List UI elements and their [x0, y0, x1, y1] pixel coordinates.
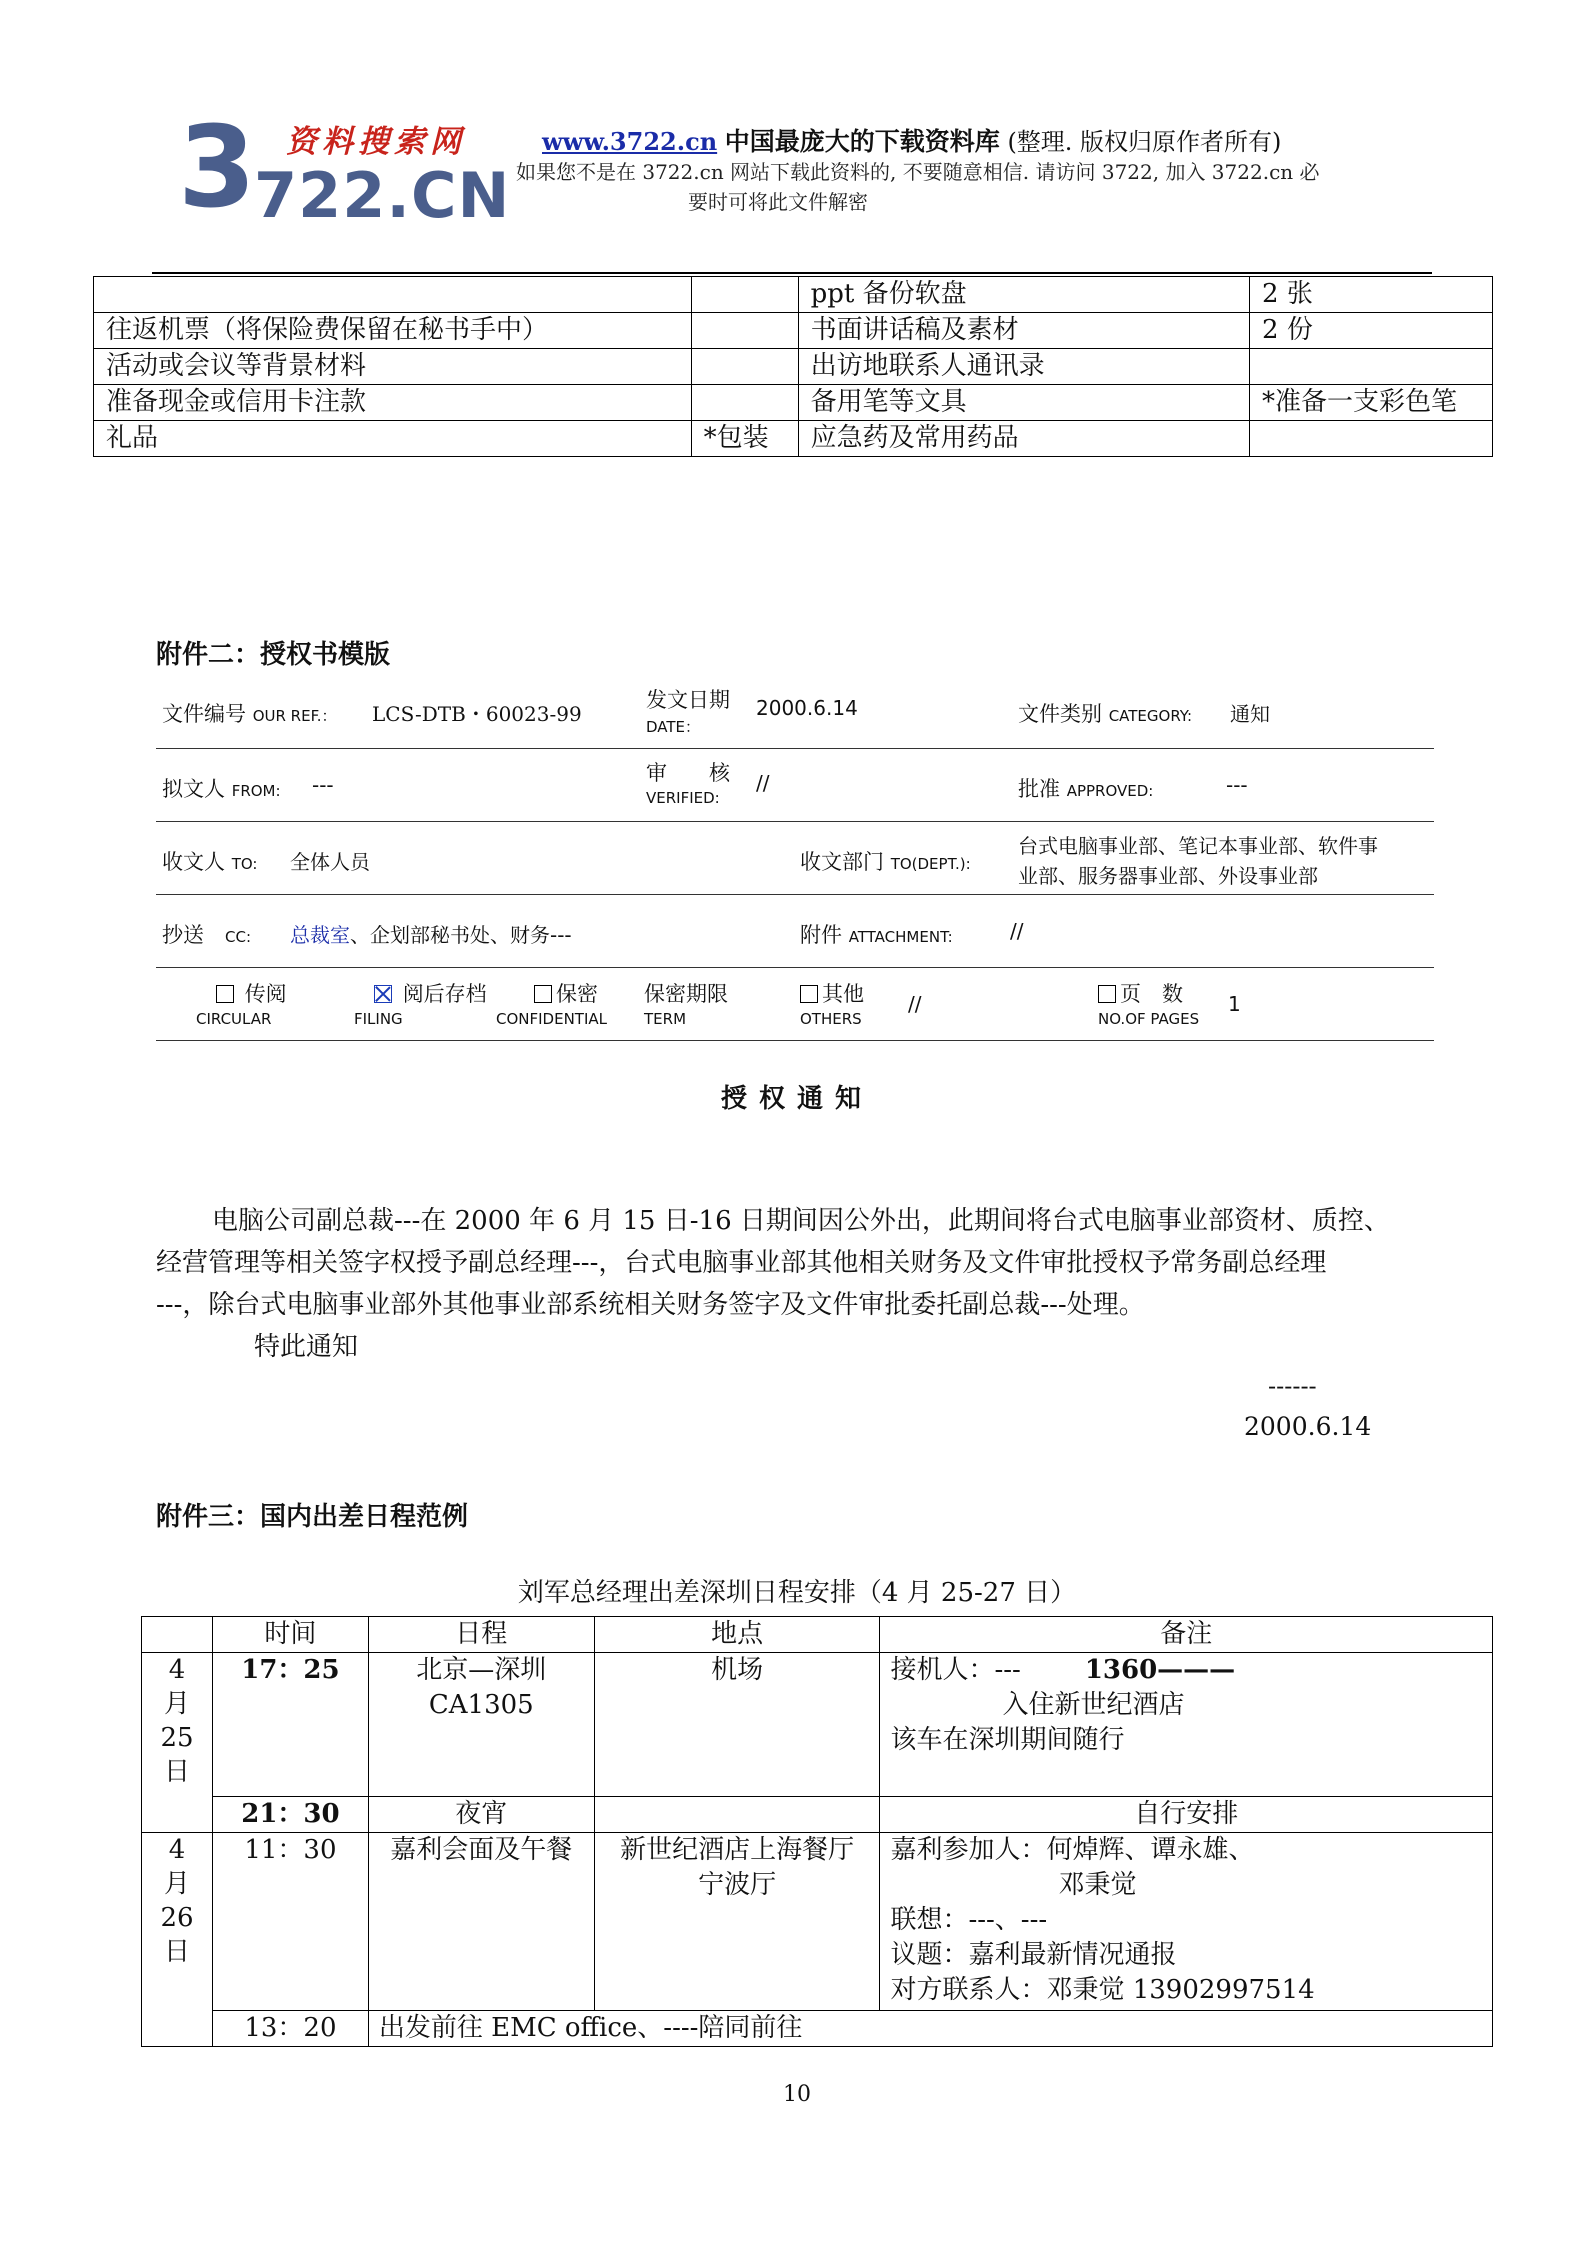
to-value: 全体人员: [290, 850, 370, 874]
table-row: [94, 421, 1493, 457]
table-cell: [691, 349, 798, 385]
place-cell: [594, 1797, 880, 1833]
table-cell: 2 张: [1250, 277, 1493, 313]
header-title: 中国最庞大的下载资料库: [724, 127, 1000, 156]
table-cell: [691, 385, 798, 421]
to-dept-value-1: 台式电脑事业部、笔记本事业部、软件事: [1018, 834, 1378, 858]
header-notice-1: 如果您不是在 3722.cn 网站下载此资料的, 不要随意相信. 请访问 3722, 加入 3722.cn 必: [516, 160, 1320, 184]
schedule-cell: 嘉利会面及午餐: [368, 1833, 594, 2011]
ref-label: 文件编号 OUR REF.：: [162, 702, 337, 726]
table-row: [94, 313, 1493, 349]
page-number: 10: [783, 2082, 811, 2107]
category-value: 通知: [1230, 702, 1270, 726]
table-cell: *准备一支彩色笔: [1250, 385, 1493, 421]
table-cell: 2 份: [1250, 313, 1493, 349]
notes-cell: 接机人：--- 1360——— 入住新世纪酒店 该车在深圳期间随行: [880, 1653, 1493, 1797]
approved-label: 批准 APPROVED:: [1018, 777, 1154, 801]
table-cell: 备用笔等文具: [798, 385, 1249, 421]
time-cell: 11：30: [212, 1833, 368, 2011]
schedule-cell: 夜宵: [368, 1797, 594, 1833]
table-row: [94, 277, 1493, 313]
table-cell: [691, 313, 798, 349]
verified-label: 审 核: [646, 761, 730, 785]
header-cell-schedule: 日程: [368, 1617, 594, 1653]
date-en: DATE：: [646, 718, 701, 736]
confidential-option[interactable]: 保密: [534, 978, 598, 1008]
circular-checkbox[interactable]: [216, 985, 234, 1003]
notice-date: 2000.6.14: [1244, 1412, 1372, 1441]
form-row-cc: [156, 895, 1434, 968]
date-label: 发文日期: [646, 688, 730, 712]
header-cell-place: 地点: [594, 1617, 880, 1653]
notice-signature: ------: [1268, 1372, 1317, 1400]
category-label: 文件类别 CATEGORY:: [1018, 702, 1193, 726]
day-cell-25: 4 月 25 日: [142, 1653, 213, 1833]
logo-numeral: 3: [178, 103, 256, 233]
table-cell: *包装: [691, 421, 798, 457]
table-cell: 礼品: [94, 421, 692, 457]
place-cell: 新世纪酒店上海餐厅 宁波厅: [594, 1833, 880, 2011]
others-checkbox[interactable]: [800, 985, 818, 1003]
table-cell: [691, 277, 798, 313]
to-dept-value-2: 业部、服务器事业部、外设事业部: [1018, 864, 1318, 888]
time-cell: 21：30: [212, 1797, 368, 1833]
schedule-cell: 出发前往 EMC office、----陪同前往: [368, 2011, 1492, 2047]
form-row-flags: [156, 968, 1434, 1041]
time-cell: 17：25: [212, 1653, 368, 1797]
pages-value: 1: [1228, 992, 1241, 1016]
table-cell: [1250, 421, 1493, 457]
notes-cell: 自行安排: [880, 1797, 1493, 1833]
others-value: //: [908, 992, 922, 1016]
term-label: 保密期限: [644, 982, 728, 1006]
term-en: TERM: [644, 1010, 687, 1028]
table-cell: [94, 277, 692, 313]
table-row: [94, 349, 1493, 385]
notice-title: 授权通知: [720, 1084, 873, 1114]
table-row: [142, 2011, 1493, 2047]
logo-subtitle: 资料搜索网: [286, 124, 466, 160]
header-cell-time: 时间: [212, 1617, 368, 1653]
table-cell: 出访地联系人通讯录: [798, 349, 1249, 385]
filing-option[interactable]: 阅后存档: [374, 978, 487, 1008]
site-logo[interactable]: [178, 103, 511, 233]
from-label: 拟文人 FROM:: [162, 777, 281, 801]
table-cell: 应急药及常用药品: [798, 421, 1249, 457]
notice-body-line-3: ---，除台式电脑事业部外其他事业部系统相关财务签字及文件审批委托副总裁---处理。: [156, 1290, 1145, 1320]
notice-body-line-1: 电脑公司副总裁---在 2000 年 6 月 15 日-16 日期间因公外出，此期间将台式电脑事业部资材、质控、: [212, 1206, 1390, 1236]
verified-en: VERIFIED:: [646, 789, 720, 807]
pages-option[interactable]: 页 数: [1098, 978, 1183, 1008]
others-option[interactable]: 其他: [800, 978, 864, 1008]
table-row: [94, 385, 1493, 421]
circular-option[interactable]: 传阅: [216, 978, 287, 1008]
cc-label: 抄送 CC:: [162, 923, 252, 947]
header-cell: [142, 1617, 213, 1653]
header-title-note: (整理. 版权归原作者所有): [1007, 128, 1282, 156]
attachment-value: //: [1010, 919, 1024, 943]
approved-value: ---: [1226, 773, 1248, 797]
schedule-table: [141, 1616, 1493, 2047]
table-cell: 书面讲话稿及素材: [798, 313, 1249, 349]
table-row: [142, 1833, 1493, 2011]
time-cell: 13：20: [212, 2011, 368, 2047]
table-cell: [1250, 349, 1493, 385]
others-en: OTHERS: [800, 1010, 862, 1028]
to-dept-label: 收文部门 TO(DEPT.):: [800, 850, 971, 874]
schedule-title: 刘军总经理出差深圳日程安排（4 月 25-27 日）: [517, 1578, 1077, 1608]
place-cell: 机场: [594, 1653, 880, 1797]
filing-checkbox-checked[interactable]: [374, 985, 392, 1003]
to-label: 收文人 TO:: [162, 850, 258, 874]
date-value: 2000.6.14: [756, 696, 858, 720]
header-notice-2: 要时可将此文件解密: [688, 190, 868, 214]
table-row: [142, 1797, 1493, 1833]
cc-value: 总裁室、企划部秘书处、财务---: [290, 923, 572, 947]
schedule-header-row: [142, 1617, 1493, 1653]
table-cell: 准备现金或信用卡注款: [94, 385, 692, 421]
notice-body: [156, 1200, 1446, 1368]
appendix2-title: 附件二：授权书模版: [156, 640, 391, 670]
checklist-table: [93, 276, 1493, 457]
notice-closing: 特此通知: [254, 1332, 359, 1362]
circular-en: CIRCULAR: [196, 1010, 272, 1028]
table-cell: 往返机票（将保险费保留在秘书手中）: [94, 313, 692, 349]
ref-value: LCS-DTB・60023-99: [372, 702, 582, 726]
site-link[interactable]: www.3722.cn: [542, 127, 718, 156]
form-row-ref: [156, 676, 1434, 749]
header-title-line: [542, 122, 1281, 158]
form-row-to: [156, 822, 1434, 895]
form-row-from: [156, 749, 1434, 822]
notice-body-line-2: 经营管理等相关签字权授予副总经理---，台式电脑事业部其他相关财务及文件审批授权予常务副总经理: [156, 1248, 1327, 1278]
header-rule: [152, 272, 1432, 274]
table-cell: 活动或会议等背景材料: [94, 349, 692, 385]
confidential-en: CONFIDENTIAL: [496, 1010, 608, 1028]
authorization-form: [156, 676, 1434, 1041]
header-cell-notes: 备注: [880, 1617, 1493, 1653]
day-cell-26: 4 月 26 日: [142, 1833, 213, 2047]
attachment-label: 附件 ATTACHMENT:: [800, 923, 953, 947]
appendix3-title: 附件三：国内出差日程范例: [156, 1502, 469, 1532]
filing-en: FILING: [354, 1010, 403, 1028]
logo-domain: 722.CN: [254, 159, 511, 232]
notes-cell: 嘉利参加人：何焯辉、谭永雄、 邓秉觉 联想：---、--- 议题：嘉利最新情况通报 对方联系人：邓秉觉 13902997514: [880, 1833, 1493, 2011]
confidential-checkbox[interactable]: [534, 985, 552, 1003]
schedule-cell: 北京—深圳 CA1305: [368, 1653, 594, 1797]
pages-checkbox[interactable]: [1098, 985, 1116, 1003]
table-cell: ppt 备份软盘: [798, 277, 1249, 313]
verified-value: //: [756, 771, 770, 795]
pages-en: NO.OF PAGES: [1098, 1010, 1200, 1028]
from-value: ---: [312, 773, 334, 797]
table-row: [142, 1653, 1493, 1797]
cc-link[interactable]: 总裁室: [290, 923, 350, 947]
